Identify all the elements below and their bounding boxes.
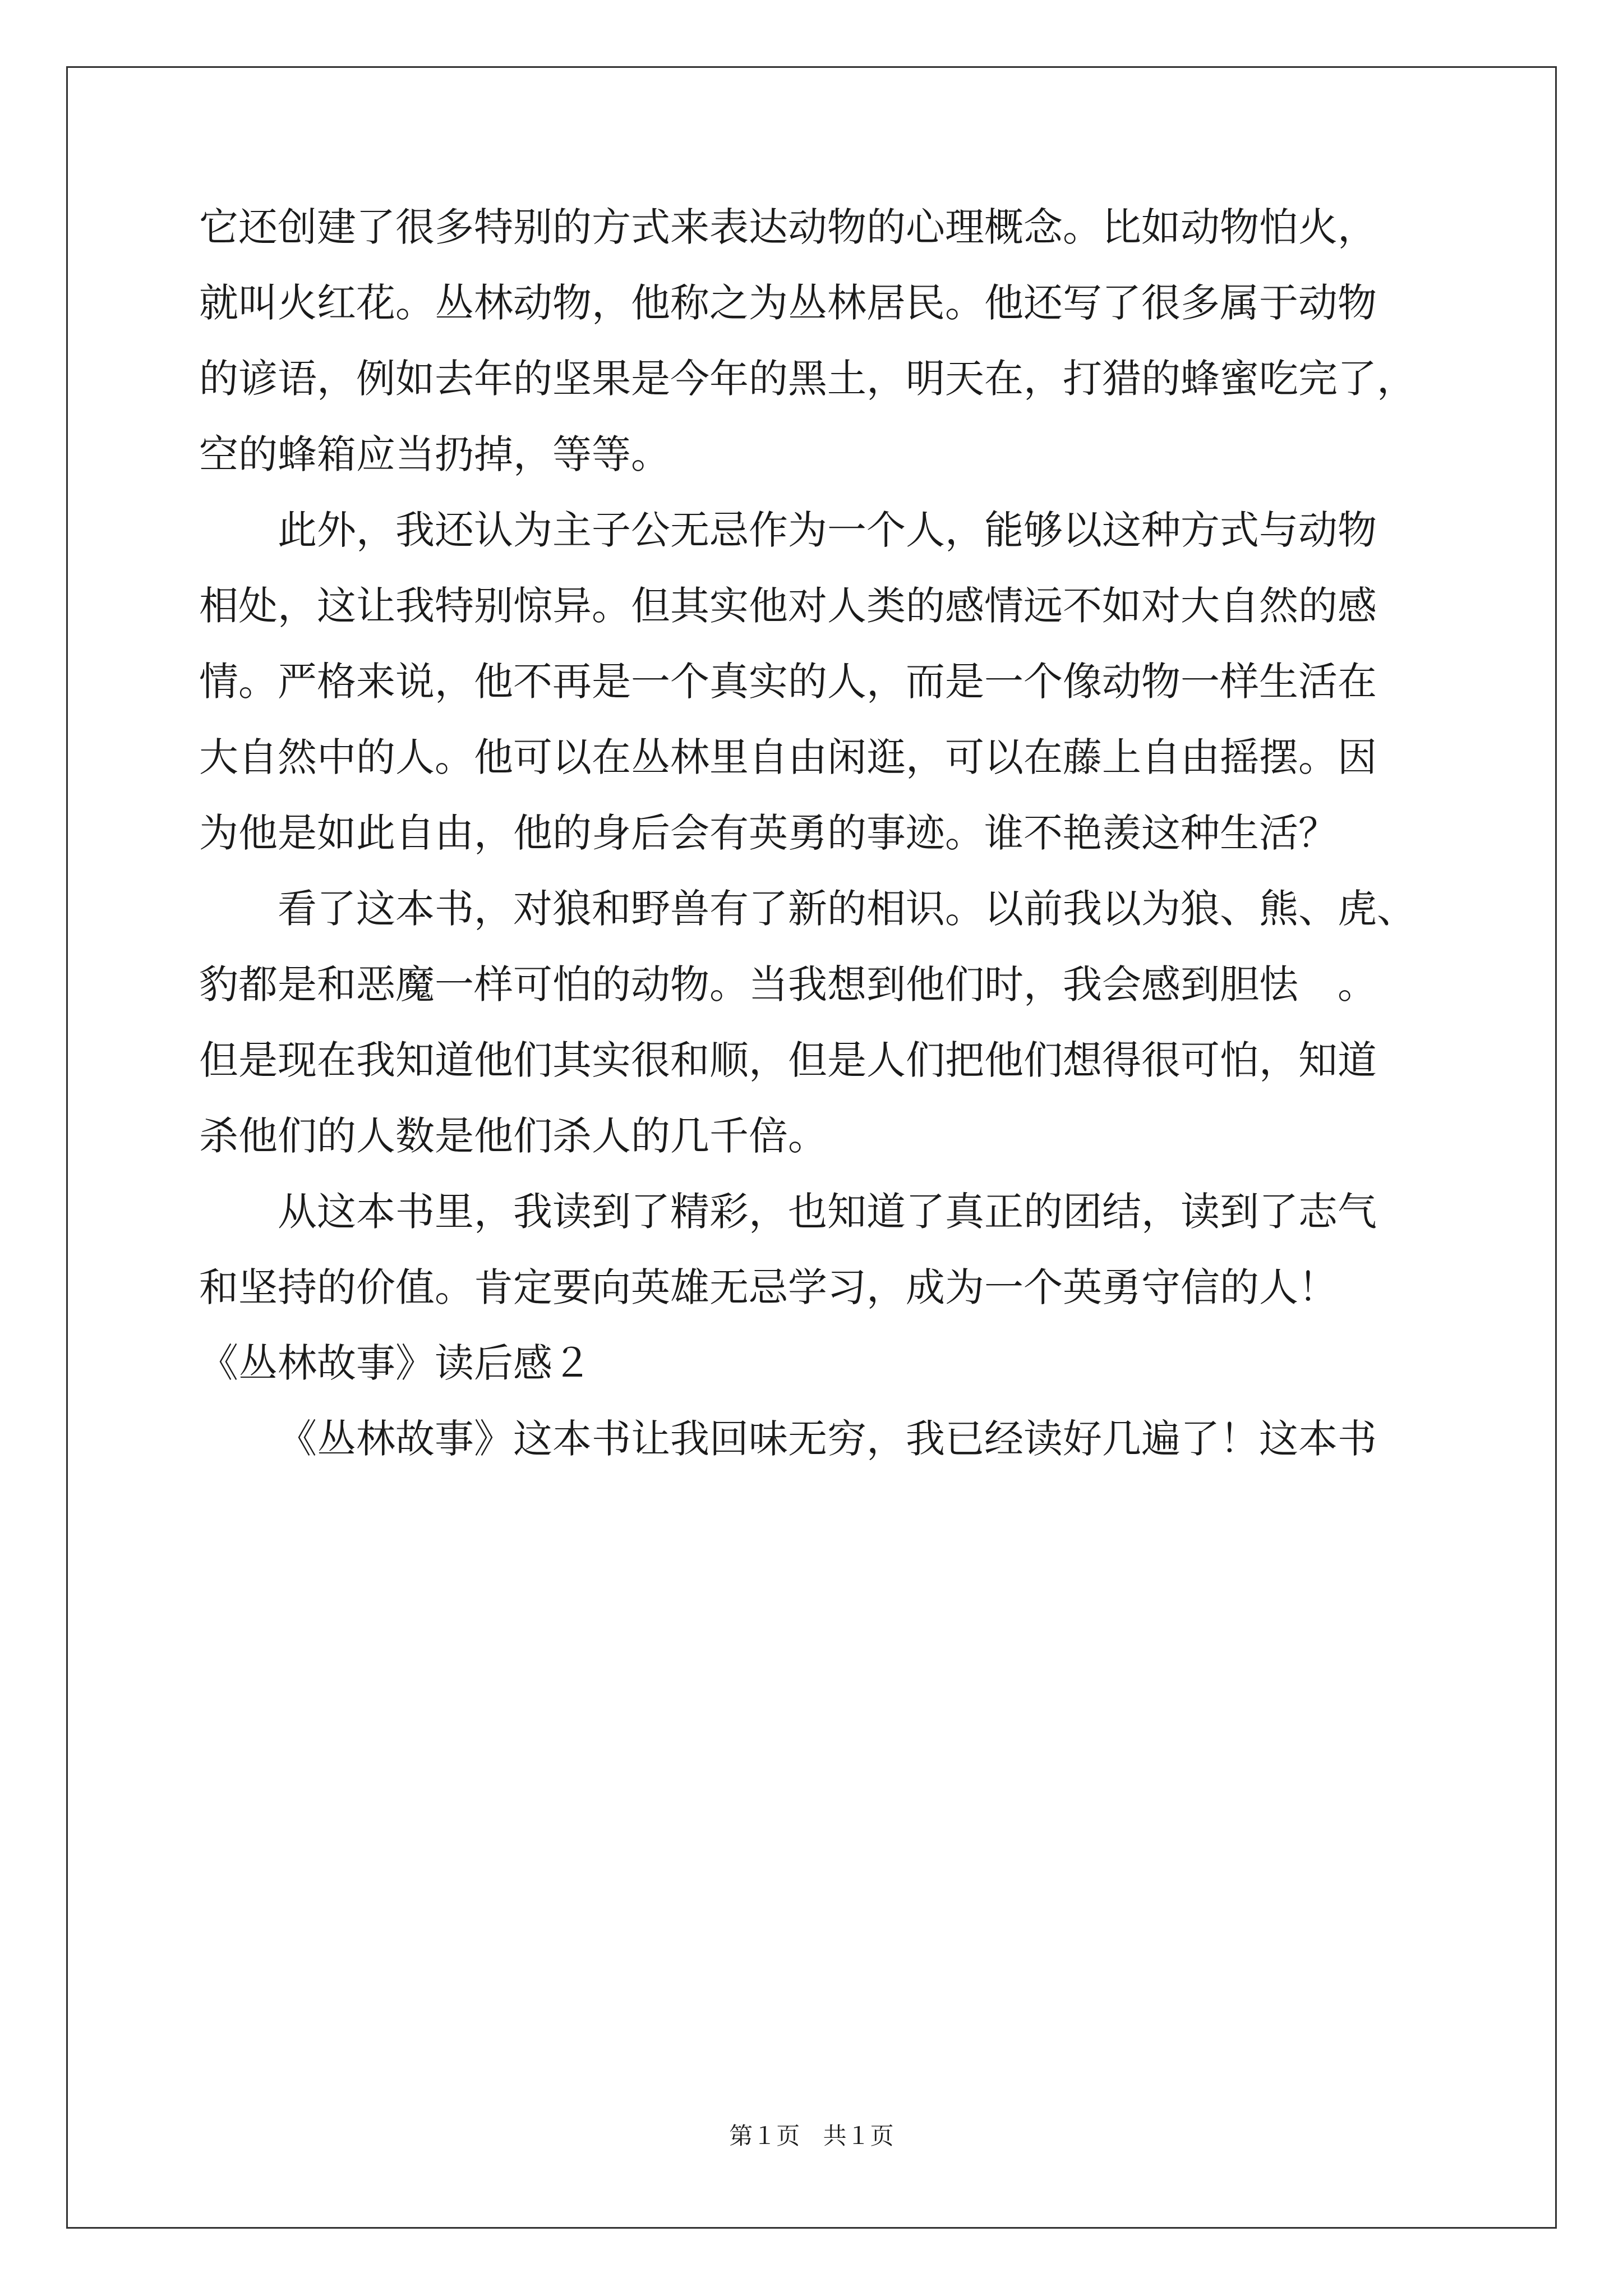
text-line: 杀他们的人数是他们杀人的几千倍。 <box>199 1113 827 1159</box>
paragraph-start-line: 此外，我还认为主子公无忌作为一个人，能够以这种方式与动物 <box>278 507 1377 553</box>
paragraph-start-line: 《丛林故事》这本书让我回味无穷，我已经读好几遍了！这本书 <box>278 1416 1377 1462</box>
text-line: 就叫火红花。丛林动物，他称之为丛林居民。他还写了很多属于动物 <box>199 280 1377 326</box>
text-line: 大自然中的人。他可以在丛林里自由闲逛，可以在藤上自由摇摆。因 <box>199 734 1377 780</box>
page-total: 共１页 <box>823 2122 894 2150</box>
text-line: 豹都是和恶魔一样可怕的动物。当我想到他们时，我会感到胆怯 。 <box>199 961 1377 1007</box>
page-footer <box>0 2118 1623 2151</box>
text-line: 和坚持的价值。肯定要向英雄无忌学习，成为一个英勇守信的人！ <box>199 1264 1338 1310</box>
text-line: 的谚语，例如去年的坚果是今年的黑土，明天在，打猎的蜂蜜吃完了， <box>199 356 1416 402</box>
paragraph-start-line: 看了这本书，对狼和野兽有了新的相识。以前我以为狼、熊、虎、 <box>278 886 1416 932</box>
section-heading: 《丛林故事》读后感２ <box>199 1340 592 1386</box>
text-line: 它还创建了很多特别的方式来表达动物的心理概念。比如动物怕火， <box>199 204 1377 250</box>
text-line: 情。严格来说，他不再是一个真实的人，而是一个像动物一样生活在 <box>199 659 1377 705</box>
text-line: 为他是如此自由，他的身后会有英勇的事迹。谁不艳羡这种生活？ <box>199 810 1338 856</box>
text-line: 空的蜂箱应当扔掉，等等。 <box>199 431 670 477</box>
text-line: 但是现在我知道他们其实很和顺，但是人们把他们想得很可怕，知道 <box>199 1037 1377 1083</box>
paragraph-start-line: 从这本书里，我读到了精彩，也知道了真正的团结，读到了志气 <box>278 1189 1377 1235</box>
text-line: 相处，这让我特别惊异。但其实他对人类的感情远不如对大自然的感 <box>199 583 1377 629</box>
page-number: 第１页 <box>729 2122 800 2150</box>
